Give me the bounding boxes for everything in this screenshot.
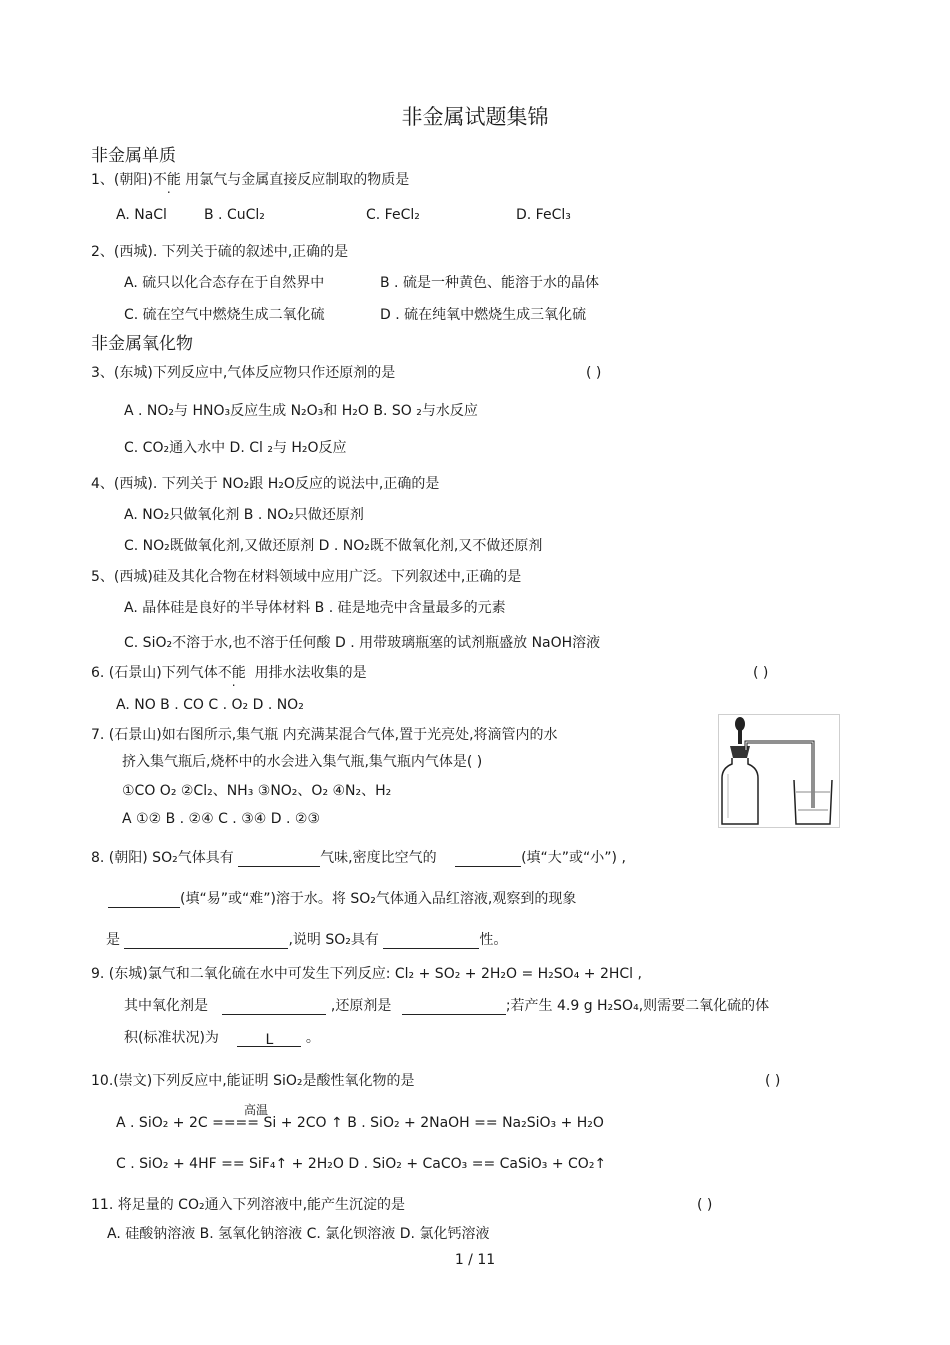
question-5-options-cd: C. SiO₂不溶于水,也不溶于任何酸 D . 用带玻璃瓶塞的试剂瓶盛放 NaOH溶液: [124, 635, 601, 651]
question-2-stem: 2、(西城). 下列关于硫的叙述中,正确的是: [91, 244, 349, 260]
question-11-answer-paren: ( ): [697, 1197, 713, 1213]
question-9-part-b: ,还原剂是: [330, 998, 392, 1014]
question-3-stem: 3、(东城)下列反应中,气体反应物只作还原剂的是: [91, 365, 396, 381]
question-9-part-e: 。: [305, 1030, 320, 1046]
page-number: 1 / 11: [454, 1252, 496, 1268]
question-8-blank-odor[interactable]: [238, 851, 320, 867]
question-8-line-2: [108, 890, 576, 908]
question-9-blank-volume[interactable]: [237, 1031, 301, 1047]
question-3-answer-paren: ( ): [586, 365, 602, 381]
question-8-part-f: ,说明 SO₂具有: [288, 932, 379, 948]
question-9-blank-oxidant[interactable]: [222, 999, 326, 1015]
question-9-unit: L: [265, 1032, 274, 1048]
question-11-stem: 11. 将足量的 CO₂通入下列溶液中,能产生沉淀的是: [91, 1197, 406, 1213]
question-2-option-c: C. 硫在空气中燃烧生成二氧化硫: [124, 307, 325, 323]
question-9-line-3: [124, 1029, 320, 1047]
question-6-prefix: 6. (石景山)下列气体: [91, 665, 218, 681]
question-9-part-c: ;若产生 4.9 g H₂SO₄,则需要二氧化硫的体: [505, 998, 770, 1014]
question-5-options-ab: A. 晶体硅是良好的半导体材料 B . 硅是地壳中含量最多的元素: [124, 600, 506, 616]
question-9-part-a: 其中氧化剂是: [124, 998, 208, 1014]
question-11-options: A. 硅酸钠溶液 B. 氢氧化钠溶液 C. 氯化钡溶液 D. 氯化钙溶液: [107, 1226, 490, 1242]
question-5-stem: 5、(西城)硅及其化合物在材料领域中应用广泛。下列叙述中,正确的是: [91, 569, 522, 585]
question-8-part-e: 是: [106, 932, 120, 948]
question-10-answer-paren: ( ): [765, 1073, 781, 1089]
question-1-option-d: D. FeCl₃: [516, 207, 571, 223]
question-8-part-a: 8. (朝阳) SO₂气体具有: [91, 850, 234, 866]
question-8-blank-phenomenon[interactable]: [124, 933, 288, 949]
question-3-options-ab: A . NO₂与 HNO₃反应生成 N₂O₃和 H₂O B. SO ₂与水反应: [124, 403, 478, 419]
question-6-emphasis: 不能: [217, 665, 246, 681]
question-6-rest: 用排水法收集的是: [254, 665, 367, 681]
section-heading-nonmetal-oxides: 非金属氧化物: [91, 334, 193, 354]
question-2-option-d: D . 硫在纯氧中燃烧生成三氧化硫: [380, 307, 587, 323]
question-4-options-cd: C. NO₂既做氧化剂,又做还原剂 D . NO₂既不做氧化剂,又不做还原剂: [124, 538, 543, 554]
question-9-blank-reductant[interactable]: [402, 999, 506, 1015]
question-8-line-3: [106, 931, 507, 949]
question-8-blank-solubility[interactable]: [108, 892, 180, 908]
question-7-line-2: 挤入集气瓶后,烧杯中的水会进入集气瓶,集气瓶内气体是( ): [122, 754, 483, 770]
question-1-prefix: 1、(朝阳): [91, 172, 153, 188]
question-2-option-a: A. 硫只以化合态存在于自然界中: [124, 275, 325, 291]
question-4-stem: 4、(西城). 下列关于 NO₂跟 H₂O反应的说法中,正确的是: [91, 476, 440, 492]
section-heading-nonmetal-elements: 非金属单质: [91, 146, 176, 166]
question-1-stem: [91, 171, 409, 189]
question-8-line-1: [91, 849, 626, 867]
question-10-options-ab: A . SiO₂ + 2C ==== Si + 2CO ↑ B . SiO₂ + 2NaOH == Na₂SiO₃ + H₂O: [116, 1115, 604, 1131]
question-6-answer-paren: ( ): [753, 665, 769, 681]
question-8-blank-density[interactable]: [455, 851, 521, 867]
question-9-part-d: 积(标准状况)为: [124, 1030, 219, 1046]
question-8-part-d: (填“易”或“难”)溶于水。将 SO₂气体通入品红溶液,观察到的现象: [180, 891, 577, 907]
question-8-part-b: 气味,密度比空气的: [320, 850, 437, 866]
question-10-condition-label: 高温: [244, 1103, 269, 1117]
page-title: 非金属试题集锦: [401, 105, 549, 129]
question-7-gas-list: ①CO O₂ ②Cl₂、NH₃ ③NO₂、O₂ ④N₂、H₂: [122, 783, 392, 799]
question-3-options-cd: C. CO₂通入水中 D. Cl ₂与 H₂O反应: [124, 440, 347, 456]
question-4-options-ab: A. NO₂只做氧化剂 B . NO₂只做还原剂: [124, 507, 364, 523]
question-10-options-cd: C . SiO₂ + 4HF == SiF₄↑ + 2H₂O D . SiO₂ + CaCO₃ == CaSiO₃ + CO₂↑: [116, 1156, 607, 1172]
question-8-blank-property[interactable]: [383, 933, 479, 949]
gas-bottle-apparatus-figure: [718, 714, 840, 828]
question-9-line-2: [124, 997, 769, 1015]
question-6-stem: [91, 664, 367, 682]
question-1-option-a: A. NaCl: [116, 207, 167, 223]
question-7-options: A ①② B . ②④ C . ③④ D . ②③: [122, 811, 320, 827]
question-1-rest: 用氯气与金属直接反应制取的物质是: [185, 172, 410, 188]
question-1-emphasis: 不能: [152, 172, 181, 188]
question-1-option-c: C. FeCl₂: [366, 207, 420, 223]
question-8-part-c: (填“大”或“小”) ,: [521, 850, 626, 866]
question-9-line-1: 9. (东城)氯气和二氧化硫在水中可发生下列反应: Cl₂ + SO₂ + 2H₂O = H₂SO₄ + 2HCl ,: [91, 966, 642, 982]
question-6-options: A. NO B . CO C . O₂ D . NO₂: [116, 697, 304, 713]
question-10-stem: 10.(崇文)下列反应中,能证明 SiO₂是酸性氧化物的是: [91, 1073, 415, 1089]
question-7-line-1: 7. (石景山)如右图所示,集气瓶 内充满某混合气体,置于光亮处,将滴管内的水: [91, 727, 558, 743]
question-2-option-b: B . 硫是一种黄色、能溶于水的晶体: [380, 275, 599, 291]
question-1-option-b: B . CuCl₂: [204, 207, 265, 223]
question-8-part-g: 性。: [479, 932, 508, 948]
